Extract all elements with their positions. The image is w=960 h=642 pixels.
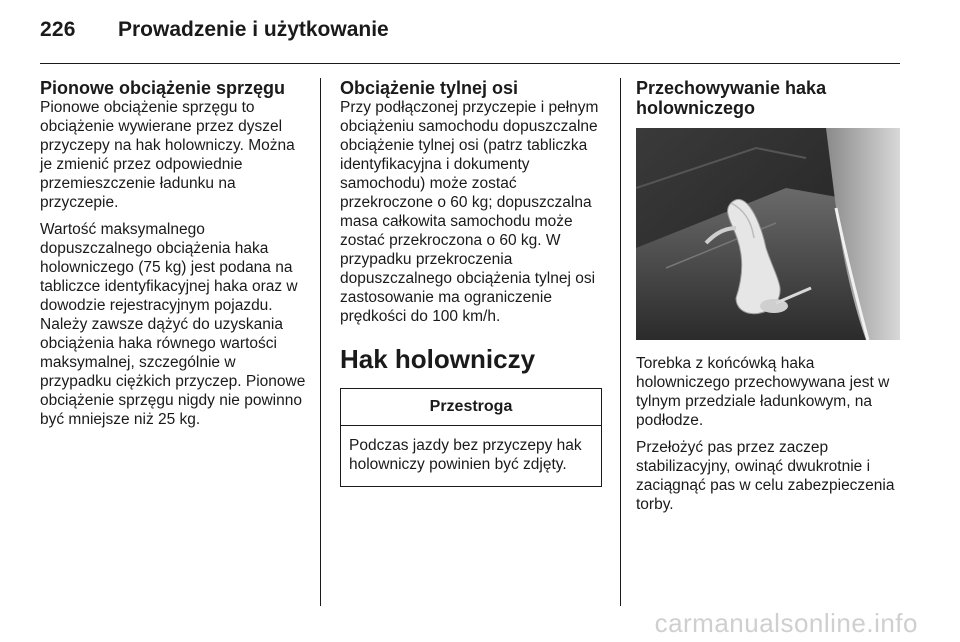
heading-coupling-load: Pionowe obciążenie sprzęgu [40,78,286,98]
column-1 [40,78,306,437]
paragraph-hook-storage-1: Torebka z końcówką haka holowniczego przechowywana jest w tylnym przedziale ładunkowym, na podłodze. [636,355,890,429]
caution-box [340,388,602,487]
paragraph-rear-axle-load: Przy podłączonej przyczepie i pełnym obciążeniu samochodu dopuszczalne obciążenie tylnej osi (patrz tabliczka identyfikacyjna i dokumenty samochodu) może zostać przekroczone o 60 kg; dopuszczalna masa całkowita samochodu może zostać przekroczona o 60 kg. W przypadku przekroczenia dopuszczalnego obciążenia tylnej osi zastosowanie ma ograniczenie prędkości do 100 km/h. [340,99,599,325]
header-rule [40,63,900,64]
caution-text: Podczas jazdy bez przyczepy hak holowniczy powinien być zdjęty. [349,437,582,473]
caution-title: Przestroga [341,389,601,426]
heading-rear-axle-load: Obciążenie tylnej osi [340,78,519,98]
heading-hook-storage: Przechowywanie haka holowniczego [636,78,827,118]
heading-towing-hook: Hak holowniczy [340,344,536,374]
figure-hook-storage-photo [636,128,900,340]
page-header-title: Prowadzenie i użytkowanie [118,18,389,41]
paragraph-hook-storage-2: Przełożyć pas przez zaczep stabilizacyjny, owinąć dwukrotnie i zaciągnąć pas w celu zabezpieczenia torby. [636,439,895,513]
column-divider-right [620,78,621,606]
column-divider-left [320,78,321,606]
page-number: 226 [40,18,76,41]
column-2 [340,78,602,487]
watermark: carmanualsonline.info [654,608,918,638]
paragraph-coupling-load-2: Wartość maksymalnego dopuszczalnego obciążenia haka holowniczego (75 kg) jest podana na tabliczce identyfikacyjnej haka oraz w dowodzie rejestracyjnym pojazdu. Należy zawsze dążyć do uzyskania obciążenia haka równego wartości maksymalnej, szczególnie w przypadku ciężkich przyczep. Pionowe obciążenie sprzęgu nigdy nie powinno być mniejsze niż 25 kg. [40,221,306,428]
hook-bag-illustration [636,128,900,340]
column-3 [636,78,902,522]
paragraph-coupling-load-1: Pionowe obciążenie sprzęgu to obciążenie wywierane przez dyszel przyczepy na hak holowniczy. Można je zmienić przez odpowiednie przemieszczenie ładunku na przyczepie. [40,99,295,211]
